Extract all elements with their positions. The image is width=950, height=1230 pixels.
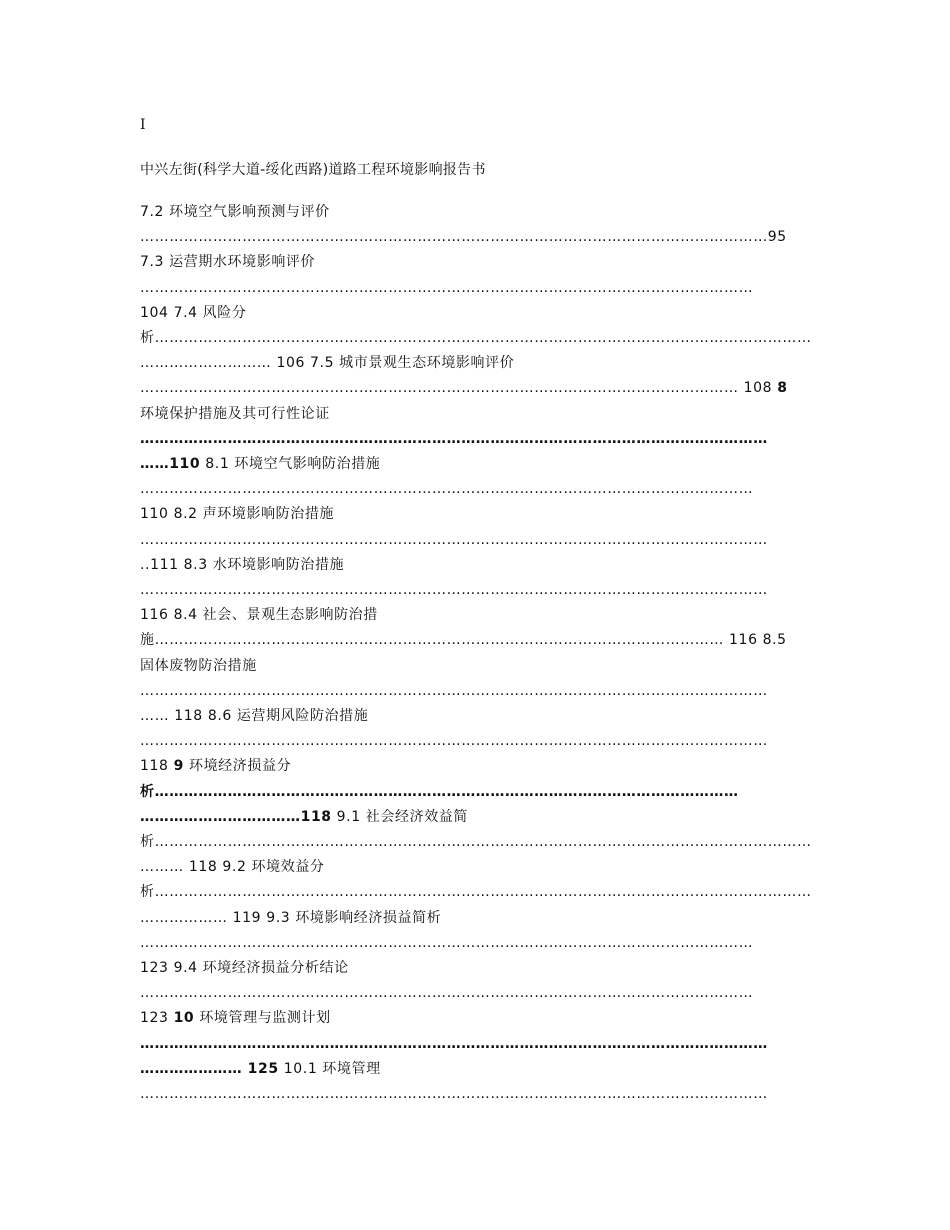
toc-line xyxy=(140,629,812,651)
toc-line xyxy=(140,478,812,500)
toc-line xyxy=(140,1033,812,1055)
toc-entry-title: 10.1 环境管理 xyxy=(278,1060,381,1077)
toc-line xyxy=(140,302,812,324)
toc-line xyxy=(140,932,812,954)
page-marker: I xyxy=(140,117,146,133)
toc-line xyxy=(140,604,812,626)
toc-line xyxy=(140,327,812,349)
toc-line-text: 123 9.4 环境经济损益分析结论 xyxy=(140,960,349,976)
toc-line-text: ……………………………………………………………………………………………………………… xyxy=(140,481,754,498)
toc-line-text: …………………………………………………………………………………………………………………95 xyxy=(140,229,787,246)
toc-line-text: ………………………………………………………………………………………………………………… xyxy=(140,682,768,699)
toc-line-text: ……………………………………………………………………………………………………………… xyxy=(140,934,754,951)
toc-line-text: 施……………………………………………………………………………………………………… 116 8.5 xyxy=(140,632,787,649)
toc-line xyxy=(140,377,812,399)
toc-line xyxy=(140,1058,812,1080)
toc-chapter-number: 8 xyxy=(777,380,788,397)
toc-line xyxy=(140,579,812,601)
toc-line xyxy=(140,831,812,853)
toc-line-text: ………………… 125 xyxy=(140,1060,279,1077)
toc-line-text: ………………………………………………………………………………………………………………… xyxy=(140,733,768,750)
toc-line-text: 析……………………………………………………………………………………………………………………… xyxy=(140,884,812,901)
toc-line xyxy=(140,403,812,425)
toc-line-text: ……………………………………………………………………………………………………………… xyxy=(140,985,754,1002)
toc-line xyxy=(140,453,812,475)
toc-line xyxy=(140,529,812,551)
toc-line xyxy=(140,781,812,803)
toc-line-text: ………………………………………………………………………………………………………………… xyxy=(140,531,768,548)
toc-line xyxy=(140,251,812,273)
toc-line-text: 固体废物防治措施 xyxy=(140,657,257,674)
toc-line-text: 7.2 环境空气影响预测与评价 xyxy=(140,204,330,220)
toc-line-text: ……110 xyxy=(140,456,201,472)
toc-line-text: 104 7.4 风险分 xyxy=(140,304,247,321)
toc-line-text: 析……………………………………………………………………………………………………………………… xyxy=(140,834,812,850)
toc-line-text: ……………………………………………………………………………………………………………… xyxy=(140,279,754,296)
toc-line xyxy=(140,1007,812,1029)
toc-chapter-title: 环境管理与监测计划 xyxy=(194,1010,331,1027)
toc-line xyxy=(140,856,812,878)
toc-line xyxy=(140,201,812,223)
toc-line-text: ……… 118 9.2 环境效益分 xyxy=(140,859,325,876)
toc-line xyxy=(140,554,812,576)
toc-line-text: 析………………………………………………………………………………………………………… xyxy=(140,783,739,800)
toc-line xyxy=(140,655,812,677)
toc-line xyxy=(140,428,812,450)
toc-line xyxy=(140,806,812,828)
toc-line xyxy=(140,907,812,929)
toc-line xyxy=(140,1083,812,1105)
toc-line xyxy=(140,755,812,777)
document-title: 中兴左街(科学大道-绥化西路)道路工程环境影响报告书 xyxy=(140,162,486,178)
toc-line-text: 118 xyxy=(140,758,174,775)
toc-line-text: ……………… 119 9.3 环境影响经济损益简析 xyxy=(140,909,442,926)
toc-line-text: ………………………………………………………………………………………………………………… xyxy=(140,582,768,598)
toc-line xyxy=(140,957,812,979)
toc-line-text: ………………………………………………………………………………………………………………… xyxy=(140,430,768,447)
toc-line-text: 110 8.2 声环境影响防治措施 xyxy=(140,506,335,523)
toc-chapter-title: 环境经济损益分 xyxy=(183,758,292,775)
toc-line xyxy=(140,680,812,702)
toc-entry-title: 8.1 环境空气影响防治措施 xyxy=(200,456,381,472)
toc-line-text: ..111 8.3 水环境影响防治措施 xyxy=(140,556,345,573)
toc-line-text: ………………………………………………………………………………………………………………… xyxy=(140,1086,768,1102)
toc-line xyxy=(140,226,812,248)
toc-line-text: 析……………………………………………………………………………………………………………………… xyxy=(140,330,812,346)
toc-line-text: 环境保护措施及其可行性论证 xyxy=(140,405,330,422)
toc-line xyxy=(140,503,812,525)
toc-line-text: 116 8.4 社会、景观生态影响防治措 xyxy=(140,607,378,624)
toc-line xyxy=(140,277,812,299)
toc-line-text: 123 xyxy=(140,1010,174,1027)
toc-line-text: 7.3 运营期水环境影响评价 xyxy=(140,254,316,271)
toc-line-text: ……………………… 106 7.5 城市景观生态环境影响评价 xyxy=(140,355,515,372)
toc-entry-title: 9.1 社会经济效益简 xyxy=(331,808,468,825)
toc-line-text: …………………………………………………………………………………………………………… 108 xyxy=(140,380,778,397)
toc-line-text: ………………………………………………………………………………………………………………… xyxy=(140,1035,768,1052)
toc-line xyxy=(140,881,812,903)
toc-line-text: …… 118 8.6 运营期风险防治措施 xyxy=(140,708,369,724)
toc-line xyxy=(140,730,812,752)
toc-line xyxy=(140,705,812,727)
toc-chapter-number: 10 xyxy=(173,1010,195,1027)
toc-line xyxy=(140,352,812,374)
toc-line-text: ……………………………118 xyxy=(140,808,332,825)
toc-chapter-number: 9 xyxy=(173,758,184,775)
toc-line xyxy=(140,982,812,1004)
